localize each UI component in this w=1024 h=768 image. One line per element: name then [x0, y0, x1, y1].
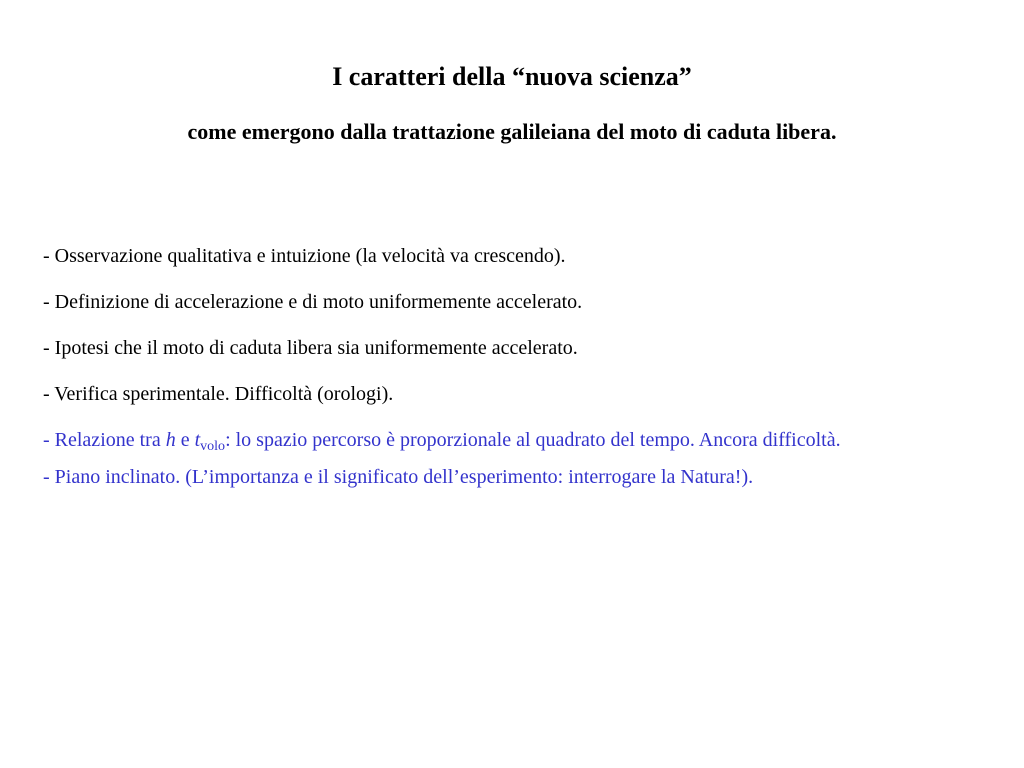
slide-title: I caratteri della “nuova scienza”	[332, 62, 692, 91]
relation-conj: e	[175, 429, 195, 451]
relation-prefix: - Relazione tra	[43, 429, 166, 451]
bullet-item-hypothesis: - Ipotesi che il moto di caduta libera sia uniformemente accelerato.	[43, 337, 578, 359]
bullet-list	[43, 242, 973, 509]
relation-subscript: volo	[200, 439, 226, 454]
bullet-item-verification: - Verifica sperimentale. Difficoltà (orologi).	[43, 383, 394, 405]
bullet-item-observation: - Osservazione qualitativa e intuizione (la velocità va crescendo).	[43, 245, 566, 267]
relation-var-t: t	[194, 429, 201, 451]
slide-subtitle: come emergono dalla trattazione galileiana del moto di caduta libera.	[187, 119, 837, 144]
bullet-item-inclined-plane: - Piano inclinato. (L’importanza e il significato dell’esperimento: interrogare la Natura!).	[43, 466, 754, 488]
relation-suffix: : lo spazio percorso è proporzionale al quadrato del tempo. Ancora difficoltà.	[225, 429, 841, 451]
relation-var-h: h	[165, 429, 176, 451]
bullet-item-relation	[43, 426, 973, 455]
bullet-item-definition: - Definizione di accelerazione e di moto uniformemente accelerato.	[43, 291, 583, 313]
